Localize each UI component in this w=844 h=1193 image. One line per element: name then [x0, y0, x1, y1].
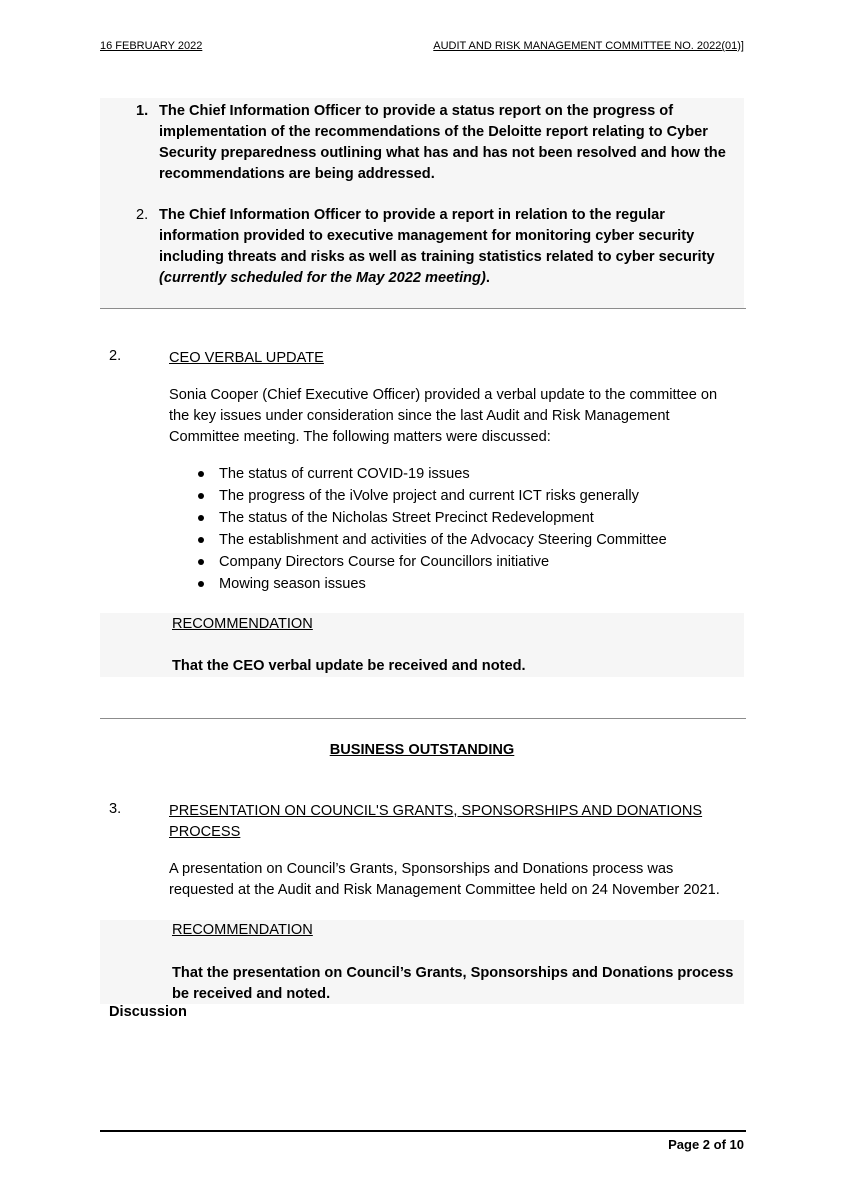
- list-item: The status of the Nicholas Street Precinct Redevelopment: [169, 507, 667, 529]
- action-item: [100, 205, 740, 289]
- section-intro: A presentation on Council’s Grants, Sponsorships and Donations process was requested at the Audit and Risk Management Committee held on 24 November 2021.: [169, 861, 720, 898]
- list-item: Company Directors Course for Councillors initiative: [169, 551, 667, 573]
- list-item: The status of current COVID-19 issues: [169, 463, 667, 485]
- footer-rule: [100, 1130, 746, 1132]
- bullet-icon: [198, 559, 204, 565]
- bullet-icon: [198, 493, 204, 499]
- action-item: [100, 101, 740, 185]
- discussion-label: Discussion: [109, 1004, 187, 1020]
- action-item-note: (currently scheduled for the May 2022 meeting): [159, 270, 486, 286]
- bullet-icon: [198, 471, 204, 477]
- page-number: Page 2 of 10: [668, 1137, 744, 1152]
- discussed-matters-list: [169, 463, 667, 595]
- bullet-icon: [198, 581, 204, 587]
- section-divider: [100, 718, 746, 719]
- bullet-icon: [198, 537, 204, 543]
- section-intro: Sonia Cooper (Chief Executive Officer) provided a verbal update to the committee on the key issues under consideration since the last Audit and Risk Management Committee meeting. The following matters were discussed:: [169, 387, 718, 445]
- list-item: The establishment and activities of the Advocacy Steering Committee: [169, 529, 667, 551]
- action-item-text: The Chief Information Officer to provide a status report on the progress of implementation of the recommendations of the Deloitte report relating to Cyber Security preparedness outlining what has and has not been resolved and how the recommendations are being addressed.: [159, 103, 726, 182]
- header-committee: AUDIT AND RISK MANAGEMENT COMMITTEE NO. 2022(01)]: [433, 40, 744, 52]
- action-items-list: [100, 101, 740, 289]
- section-title: CEO VERBAL UPDATE: [169, 350, 324, 366]
- action-item-number: 1.: [136, 103, 149, 119]
- section-number: 2.: [109, 348, 122, 364]
- section-title: PRESENTATION ON COUNCIL'S GRANTS, SPONSORSHIPS AND DONATIONS PROCESS: [169, 803, 703, 840]
- recommendation-text: That the presentation on Council’s Grants, Sponsorships and Donations process be received and noted.: [172, 965, 734, 1002]
- section-number: 3.: [109, 801, 122, 817]
- section-divider: [100, 308, 746, 309]
- business-outstanding-heading: BUSINESS OUTSTANDING: [329, 742, 515, 758]
- action-item-number: 2.: [136, 207, 149, 223]
- recommendation-text: That the CEO verbal update be received and noted.: [172, 658, 526, 674]
- list-item: The progress of the iVolve project and current ICT risks generally: [169, 485, 667, 507]
- bullet-icon: [198, 515, 204, 521]
- action-item-text: The Chief Information Officer to provide a report in relation to the regular information provided to executive management for monitoring cyber security including threats and risks as well as training statistics related to cyber security: [159, 207, 715, 265]
- action-item-end: .: [485, 270, 490, 286]
- header-date: 16 FEBRUARY 2022: [100, 40, 203, 52]
- recommendation-label: RECOMMENDATION: [172, 922, 313, 938]
- recommendation-label: RECOMMENDATION: [172, 616, 313, 632]
- list-item: Mowing season issues: [169, 573, 667, 595]
